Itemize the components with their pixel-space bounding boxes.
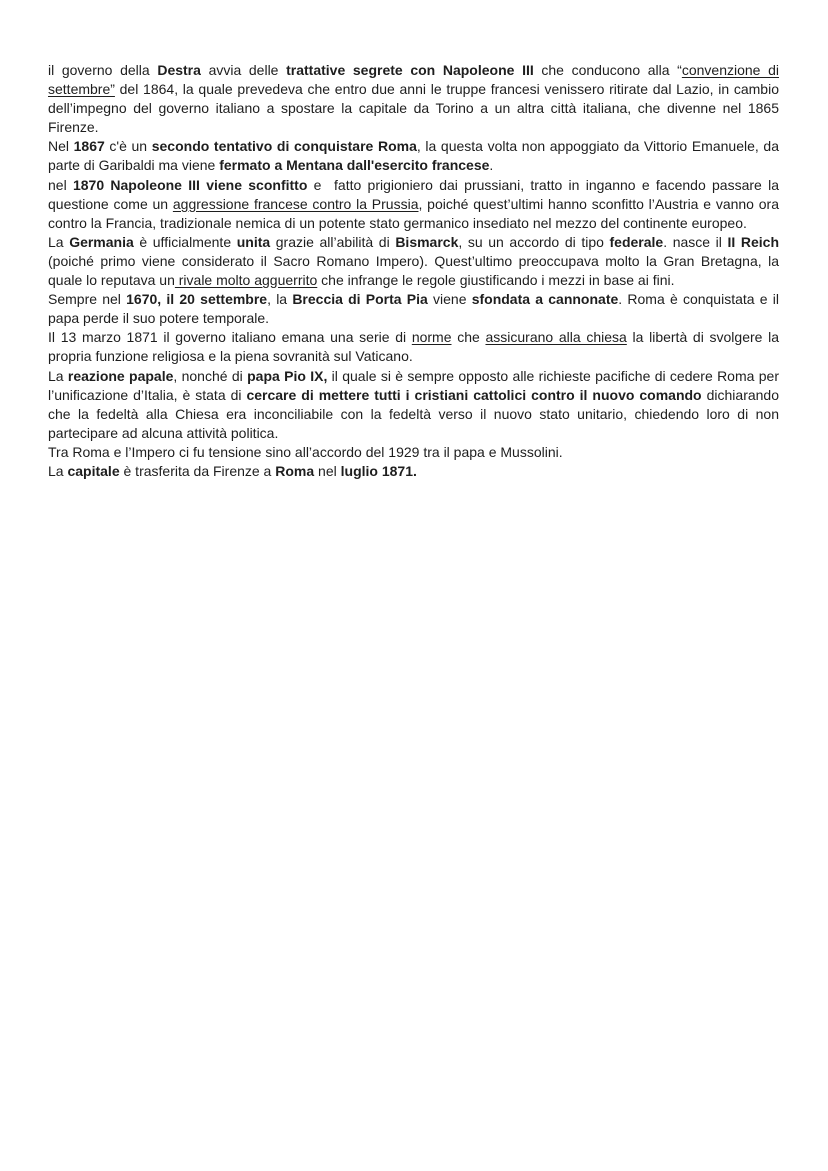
text-run: e fatto prigioniero dai prussiani, tratto in inganno e facendo passare la questione come un xyxy=(48,176,779,212)
underlined-text-run: norme xyxy=(411,329,452,346)
text-run: viene xyxy=(427,291,472,308)
text-run: La xyxy=(48,233,70,250)
bold-text-run: 1670, il 20 settembre xyxy=(126,291,268,308)
paragraph-norme-chiesa xyxy=(48,328,779,366)
paragraph-tensione-1929 xyxy=(48,443,779,462)
text-run: nel xyxy=(314,462,341,479)
text-run: il quale si è sempre opposto alle richieste pacifiche di cedere Roma per l’unificazione d’Italia, è stata di xyxy=(48,367,779,403)
bold-text-run: Germania xyxy=(69,233,134,250)
text-run: , nonché di xyxy=(173,367,248,384)
bold-text-run: unita xyxy=(236,233,271,250)
text-run: Sempre nel xyxy=(48,291,127,308)
underlined-text-run: rivale molto agguerrito xyxy=(174,272,318,289)
paragraph-capitale-roma xyxy=(48,462,779,481)
document-text-block xyxy=(48,61,779,481)
text-run: Il 13 marzo 1871 il governo italiano emana una serie di xyxy=(48,329,412,346)
bold-text-run: luglio 1871. xyxy=(340,462,417,479)
paragraph-1867-mentana xyxy=(48,137,779,175)
bold-text-run: secondo tentativo di conquistare Roma xyxy=(151,138,417,155)
bold-text-run: reazione papale xyxy=(67,367,174,384)
text-run: Nel xyxy=(48,138,74,155)
bold-text-run: Roma xyxy=(275,462,315,479)
text-run: che xyxy=(451,329,486,346)
text-run: . Roma è conquistata e il papa perde il suo potere temporale. xyxy=(48,291,779,327)
text-run: avvia delle xyxy=(200,62,287,78)
text-run: . xyxy=(489,157,494,174)
bold-text-run: 1867 xyxy=(73,138,105,155)
paragraph-1870-napoleone-sconfitto xyxy=(48,176,779,233)
paragraph-reazione-papale xyxy=(48,367,779,443)
text-run: (poiché primo viene considerato il Sacro Romano Impero). Quest’ultimo preoccupava molto la Gran Bretagna, la quale lo reputava un xyxy=(48,252,779,289)
underlined-text-run: aggressione francese contro la Prussia xyxy=(172,195,419,212)
underlined-text-run: assicurano alla chiesa xyxy=(485,329,627,346)
text-run: c'è un xyxy=(104,138,152,155)
text-run: dichiarando che la fedeltà alla Chiesa era inconciliabile con la fedeltà verso il nuovo stato unitario, chiedendo loro di non partecipare ad alcuna attività politica. xyxy=(48,386,779,441)
bold-text-run: trattative segrete con Napoleone III xyxy=(286,62,534,78)
bold-text-run: fermato a Mentana dall'esercito francese xyxy=(219,157,490,174)
text-run: il governo della xyxy=(48,62,158,78)
underlined-text-run: convenzione di settembre” xyxy=(48,62,780,98)
text-run: , poiché quest’ultimi hanno sconfitto l’Austria e vanno ora contro la Francia, tradizionale nemica di un potente stato germanico insediato nel mezzo del continente europeo. xyxy=(48,195,779,231)
bold-text-run: II Reich xyxy=(727,233,779,250)
text-run: nel xyxy=(48,176,73,193)
text-run: del 1864, la quale prevedeva che entro due anni le truppe francesi venissero ritirate dal Lazio, in cambio dell’impegno del governo italiano a spostare la capitale da Torino a un altra città italiana, che divenne nel 1865 Firenze. xyxy=(48,81,779,136)
text-run: La xyxy=(48,367,68,384)
bold-text-run: Destra xyxy=(157,62,201,78)
bold-text-run: sfondata a cannonate xyxy=(471,291,619,308)
bold-text-run: Breccia di Porta Pia xyxy=(292,291,428,308)
text-run: grazie all’abilità di xyxy=(270,233,396,250)
text-run: Tra Roma e l’Impero ci fu tensione sino all’accordo del 1929 tra il papa e Mussolini. xyxy=(48,443,563,460)
paragraph-germania-unita xyxy=(48,233,779,290)
bold-text-run: 1870 Napoleone III viene sconfitto xyxy=(72,176,308,193)
text-run: La xyxy=(48,462,68,479)
bold-text-run: papa Pio IX, xyxy=(247,367,328,384)
paragraph-convenzione-settembre xyxy=(48,61,779,137)
text-run: è trasferita da Firenze a xyxy=(119,462,276,479)
bold-text-run: Bismarck xyxy=(395,233,459,250)
text-run: . nasce il xyxy=(663,233,728,250)
bold-text-run: capitale xyxy=(67,462,120,479)
text-run: che infrange le regole giustificando i mezzi in base ai fini. xyxy=(317,272,675,289)
bold-text-run: federale xyxy=(609,233,664,250)
text-run: che conducono alla “ xyxy=(533,62,682,78)
text-run: , la questa volta non appoggiato da Vittorio Emanuele, da parte di Garibaldi ma viene xyxy=(48,138,779,174)
text-run: , su un accordo di tipo xyxy=(458,233,610,250)
paragraph-breccia-porta-pia xyxy=(48,290,779,328)
text-run: è ufficialmente xyxy=(133,233,237,250)
text-run: , la xyxy=(267,291,293,308)
bold-text-run: cercare di mettere tutti i cristiani cattolici contro il nuovo comando xyxy=(246,386,702,403)
text-run: la libertà di svolgere la propria funzione religiosa e la piena sovranità sul Vaticano. xyxy=(48,329,780,365)
